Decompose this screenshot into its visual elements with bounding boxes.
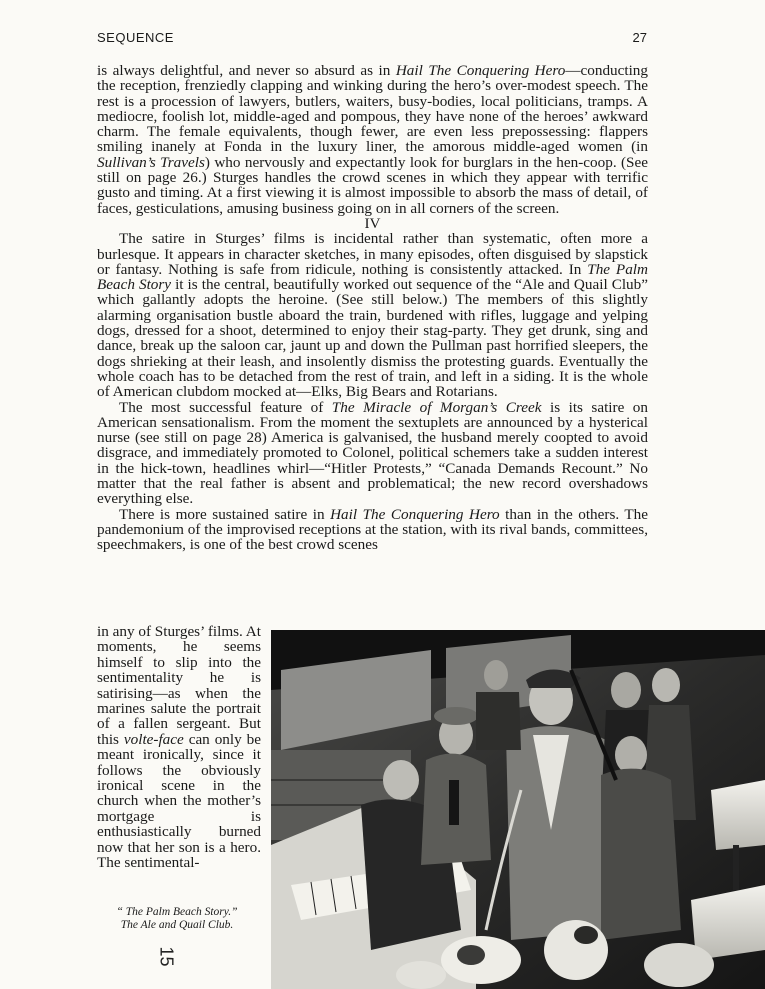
text-run: is its satire on American sensationalism. From the moment the sextuplets are announced by a hysterical nurse (see still on page 28) America is galvanised, the husband merely coopted to avoid disgrace, and immediately promoted to Colonel, political schemers take a sudden interest in the hick-town, headlines whirl—“Hitler Protests,” “Canada Demands Recount.” No matter that the real father is absent and problematical; the new record overshadows everything else. [97, 398, 648, 508]
paragraph [97, 231, 648, 399]
text-run: in any of Sturges’ films. At moments, he seems himself to slip into the sentimentality he is satirising—as when the marines salute the portrait of a fallen sergeant. But this [97, 623, 261, 748]
text-run: than in the others. The pandemonium of the improvised receptions at the station, with its rival bands, committees, speechmakers, is one of the best crowd scenes [97, 505, 649, 554]
text-run: The satire in Sturges’ films is incidental rather than systematic, often more a burlesque. It appears in character sketches, in many episodes, often disguised by slapstick or fantasy. Nothing is safe from ridicule, nothing is consistently attacked. In [97, 230, 648, 278]
section-heading: IV [364, 214, 381, 232]
still-number: 15 [156, 946, 177, 967]
text-run: is always delightful, and never so absurd as in [97, 62, 396, 79]
photo-caption [92, 906, 262, 932]
caption-scene: The Ale and Quail Club. [120, 919, 234, 931]
text-run: ) who nervously and expectantly look for burglars in the hen-coop. (See still on page 26.) Sturges handles the crowd scenes in which they appear with terrific gusto and timing. At a first viewing it is almost impossible to absorb the mass of detail, of faces, gesticulations, amusing business going on in all corners of the screen. [97, 153, 648, 217]
italic-title-text: Sullivan’s Travels [97, 153, 205, 171]
running-header: SEQUENCE [97, 30, 174, 45]
paragraph [97, 63, 648, 216]
italic-title-text: Hail The Conquering Hero [395, 62, 566, 79]
text-run: it is the central, beautifully worked out sequence of the “Ale and Quail Club” which gallantly adopts the heroine. (See still below.) The members of this slightly alarming organisation bustle aboard the train, burdened with rifles, luggage and yelping dogs, dressed for a shoot, determined to enjoy their stag-party. They get drunk, sing and dance, break up the saloon car, jaunt up and down the Pullman past horrified sleepers, the dogs shrieking at their leash, and insolently dismiss the protesting guards. Eventually the whole coach has to be detached from the rest of train, and left in a siding. It is the whole of American clubdom mocked at—Elks, Big Bears and Rotarians. [97, 276, 648, 401]
italic-title-text: The Miracle of Morgan’s Creek [331, 398, 542, 416]
text-run: The most successful feature of [119, 398, 332, 416]
film-still-photo [271, 630, 765, 989]
page-number: 27 [632, 30, 647, 45]
text-run: can only be meant ironically, since it follows the obviously ironical scene in the church when the mother’s mortgage is enthusiastically burned now that her son is a hero. The sentimental- [97, 730, 261, 872]
film-still-image [271, 630, 765, 989]
paragraph [97, 624, 261, 871]
paragraph [97, 507, 648, 553]
paragraph [97, 400, 648, 507]
italic-title-text: volte-face [123, 730, 184, 748]
caption-film-title: “ The Palm Beach Story.” [116, 906, 238, 918]
text-run: There is more sustained satire in [119, 505, 331, 523]
text-run: —conducting the reception, frenziedly clapping and winking during the hero’s over-modest speech. The rest is a procession of lawyers, butlers, waiters, busy-bodies, local politicians, tramps. A mediocre, foolish lot, middle-aged and pompous, they have none of the heroes’ awkward charm. The female equivalents, though fewer, are even less prepossessing: flappers smiling inanely at Fonda in the luxury liner, the amorous middle-aged women (in [97, 62, 648, 156]
main-text [97, 63, 648, 553]
side-column-text [97, 624, 261, 871]
italic-title-text: The Palm Beach Story [97, 260, 648, 294]
italic-title-text: Hail The Conquering Hero [330, 505, 500, 523]
